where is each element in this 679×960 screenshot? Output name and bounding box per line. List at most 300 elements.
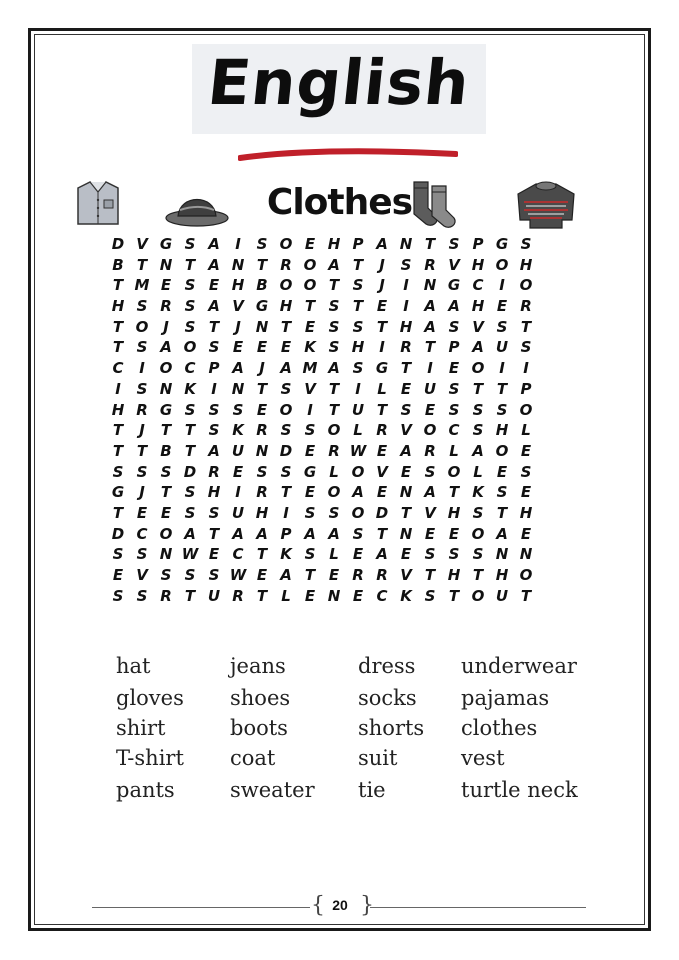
grid-letter: I xyxy=(523,359,529,378)
grid-letter: O xyxy=(471,359,485,378)
grid-letter: T xyxy=(208,317,220,336)
grid-letter: H xyxy=(279,297,293,316)
grid-letter: E xyxy=(304,483,316,502)
grid-letter: H xyxy=(447,566,461,584)
grid-letter: O xyxy=(327,421,341,440)
grid-letter: S xyxy=(304,421,316,440)
grid-letter: A xyxy=(376,545,388,564)
banner-title: English xyxy=(204,46,474,119)
grid-letter: O xyxy=(519,400,533,419)
grid-letter: A xyxy=(280,359,292,378)
grid-letter: A xyxy=(472,441,484,460)
word-list-item: jeans xyxy=(230,654,286,678)
grid-letter: S xyxy=(352,276,364,295)
grid-letter: E xyxy=(160,503,172,522)
grid-letter: S xyxy=(448,235,460,253)
grid-letter: M xyxy=(134,276,150,295)
grid-letter: C xyxy=(232,545,244,564)
grid-letter: R xyxy=(256,483,268,502)
grid-letter: N xyxy=(159,255,173,274)
grid-letter: C xyxy=(184,359,196,378)
grid-letter: T xyxy=(184,421,196,440)
grid-letter: A xyxy=(208,297,220,316)
grid-letter: P xyxy=(352,235,364,253)
grid-letter: W xyxy=(181,545,199,564)
grid-letter: S xyxy=(208,338,220,357)
grid-letter: N xyxy=(495,545,509,564)
grid-letter: I xyxy=(427,359,433,378)
grid-letter: A xyxy=(208,441,220,460)
grid-letter: S xyxy=(184,503,196,522)
grid-letter: S xyxy=(328,338,340,357)
grid-letter: N xyxy=(399,524,413,543)
word-list-item: tie xyxy=(358,778,386,802)
grid-letter: E xyxy=(328,566,340,584)
grid-letter: E xyxy=(232,338,244,357)
grid-letter: O xyxy=(495,255,509,274)
grid-letter: M xyxy=(302,359,318,378)
grid-letter: S xyxy=(160,566,172,584)
grid-letter: T xyxy=(136,441,148,460)
grid-letter: H xyxy=(471,255,485,274)
grid-letter: E xyxy=(136,503,148,522)
grid-letter: A xyxy=(400,441,412,460)
grid-letter: P xyxy=(280,524,292,543)
grid-letter: E xyxy=(256,400,268,419)
grid-letter: O xyxy=(351,462,365,481)
grid-letter: T xyxy=(424,566,436,584)
grid-letter: S xyxy=(472,421,484,440)
word-list-item: coat xyxy=(230,746,276,770)
grid-letter: G xyxy=(447,276,461,295)
grid-letter: E xyxy=(304,317,316,336)
grid-letter: E xyxy=(448,524,460,543)
grid-letter: H xyxy=(111,400,125,419)
grid-letter: T xyxy=(448,483,460,502)
word-list-item: pants xyxy=(116,778,175,802)
grid-letter: N xyxy=(231,255,245,274)
grid-letter: S xyxy=(184,317,196,336)
grid-letter: E xyxy=(496,462,508,481)
grid-letter: D xyxy=(111,524,125,543)
grid-letter: N xyxy=(255,441,269,460)
grid-letter: A xyxy=(184,524,196,543)
grid-letter: S xyxy=(424,462,436,481)
grid-letter: S xyxy=(160,462,172,481)
grid-letter: T xyxy=(184,255,196,274)
grid-letter: U xyxy=(423,379,437,398)
grid-letter: S xyxy=(472,503,484,522)
grid-letter: T xyxy=(328,379,340,398)
grid-letter: S xyxy=(136,338,148,357)
grid-letter: A xyxy=(280,566,292,584)
grid-row xyxy=(106,586,538,607)
grid-letter: T xyxy=(280,483,292,502)
grid-letter: A xyxy=(496,524,508,543)
grid-letter: P xyxy=(448,338,460,357)
grid-letter: S xyxy=(184,400,196,419)
grid-letter: R xyxy=(232,586,244,605)
grid-letter: I xyxy=(499,276,505,295)
grid-letter: H xyxy=(327,235,341,253)
grid-letter: T xyxy=(304,297,316,316)
grid-letter: A xyxy=(352,483,364,502)
grid-letter: C xyxy=(136,524,148,543)
grid-letter: T xyxy=(280,317,292,336)
grid-letter: S xyxy=(496,483,508,502)
grid-letter: S xyxy=(280,462,292,481)
grid-letter: T xyxy=(184,586,196,605)
grid-letter: G xyxy=(495,235,509,253)
grid-letter: O xyxy=(423,421,437,440)
grid-letter: I xyxy=(403,297,409,316)
grid-letter: E xyxy=(424,524,436,543)
grid-letter: D xyxy=(183,462,197,481)
grid-letter: A xyxy=(256,524,268,543)
grid-letter: E xyxy=(352,586,364,605)
grid-letter: S xyxy=(184,483,196,502)
grid-letter: R xyxy=(280,255,292,274)
grid-letter: S xyxy=(352,359,364,378)
grid-letter: O xyxy=(519,566,533,584)
grid-letter: U xyxy=(207,586,221,605)
grid-letter: E xyxy=(424,400,436,419)
grid-letter: C xyxy=(376,586,388,605)
grid-letter: A xyxy=(448,297,460,316)
grid-letter: H xyxy=(495,421,509,440)
grid-letter: S xyxy=(184,235,196,253)
brace-left-icon: { xyxy=(311,893,325,918)
grid-letter: G xyxy=(111,483,125,502)
title-banner xyxy=(192,44,486,134)
grid-letter: D xyxy=(375,503,389,522)
grid-letter: R xyxy=(328,441,340,460)
word-search-grid xyxy=(106,234,538,606)
grid-letter: S xyxy=(184,276,196,295)
grid-letter: S xyxy=(184,297,196,316)
word-list-item: shirt xyxy=(116,716,166,740)
grid-letter: A xyxy=(208,235,220,253)
grid-letter: T xyxy=(112,317,124,336)
grid-letter: T xyxy=(256,545,268,564)
grid-letter: E xyxy=(304,586,316,605)
grid-letter: S xyxy=(472,545,484,564)
grid-letter: S xyxy=(232,400,244,419)
grid-letter: S xyxy=(496,317,508,336)
grid-letter: O xyxy=(279,400,293,419)
grid-letter: G xyxy=(159,235,173,253)
grid-letter: A xyxy=(304,524,316,543)
grid-letter: K xyxy=(184,379,196,398)
grid-letter: L xyxy=(329,545,339,564)
grid-letter: S xyxy=(352,524,364,543)
grid-letter: T xyxy=(376,317,388,336)
grid-letter: A xyxy=(424,297,436,316)
grid-letter: O xyxy=(471,586,485,605)
grid-letter: H xyxy=(351,338,365,357)
grid-letter: L xyxy=(521,421,531,440)
grid-letter: S xyxy=(424,545,436,564)
grid-letter: S xyxy=(448,379,460,398)
grid-letter: N xyxy=(423,276,437,295)
red-underline-icon xyxy=(238,148,458,162)
grid-row xyxy=(106,255,538,276)
grid-letter: J xyxy=(235,317,241,336)
grid-letter: P xyxy=(520,379,532,398)
grid-letter: T xyxy=(160,483,172,502)
grid-letter: R xyxy=(160,586,172,605)
grid-letter: S xyxy=(448,400,460,419)
grid-letter: R xyxy=(376,421,388,440)
grid-letter: I xyxy=(283,503,289,522)
grid-letter: V xyxy=(304,379,316,398)
grid-letter: W xyxy=(349,441,367,460)
grid-letter: E xyxy=(520,483,532,502)
word-list-item: boots xyxy=(230,716,288,740)
grid-letter: N xyxy=(399,235,413,253)
grid-letter: T xyxy=(448,586,460,605)
grid-row xyxy=(106,420,538,441)
grid-letter: E xyxy=(376,483,388,502)
grid-letter: O xyxy=(495,441,509,460)
grid-letter: I xyxy=(235,483,241,502)
grid-letter: J xyxy=(163,317,169,336)
grid-letter: I xyxy=(307,400,313,419)
grid-letter: E xyxy=(496,297,508,316)
grid-letter: S xyxy=(304,503,316,522)
grid-letter: I xyxy=(355,379,361,398)
grid-letter: U xyxy=(351,400,365,419)
grid-letter: A xyxy=(232,524,244,543)
grid-letter: N xyxy=(399,483,413,502)
grid-letter: H xyxy=(471,297,485,316)
grid-row xyxy=(106,358,538,379)
grid-letter: O xyxy=(159,359,173,378)
grid-letter: G xyxy=(255,297,269,316)
grid-letter: T xyxy=(160,421,172,440)
grid-letter: S xyxy=(448,317,460,336)
grid-letter: N xyxy=(255,317,269,336)
grid-letter: O xyxy=(519,276,533,295)
grid-letter: S xyxy=(328,297,340,316)
grid-letter: T xyxy=(112,338,124,357)
grid-letter: H xyxy=(111,297,125,316)
grid-letter: H xyxy=(519,255,533,274)
grid-letter: H xyxy=(255,503,269,522)
grid-letter: S xyxy=(520,338,532,357)
grid-letter: D xyxy=(111,235,125,253)
grid-letter: O xyxy=(303,255,317,274)
grid-row xyxy=(106,524,538,545)
grid-letter: A xyxy=(232,359,244,378)
grid-letter: S xyxy=(520,462,532,481)
grid-letter: R xyxy=(424,441,436,460)
grid-letter: K xyxy=(280,545,292,564)
grid-row xyxy=(106,296,538,317)
grid-letter: T xyxy=(112,441,124,460)
grid-letter: E xyxy=(520,524,532,543)
grid-row xyxy=(106,441,538,462)
grid-letter: J xyxy=(259,359,265,378)
grid-letter: H xyxy=(519,503,533,522)
grid-letter: I xyxy=(499,359,505,378)
grid-letter: V xyxy=(232,297,244,316)
grid-letter: N xyxy=(327,586,341,605)
grid-letter: K xyxy=(232,421,244,440)
word-list-item: underwear xyxy=(461,654,577,678)
word-list-item: shorts xyxy=(358,716,425,740)
grid-row xyxy=(106,462,538,483)
grid-letter: H xyxy=(447,503,461,522)
grid-letter: S xyxy=(112,586,124,605)
word-list-item: clothes xyxy=(461,716,538,740)
grid-letter: L xyxy=(329,462,339,481)
grid-letter: T xyxy=(376,400,388,419)
grid-letter: E xyxy=(160,276,172,295)
grid-letter: T xyxy=(112,276,124,295)
grid-letter: T xyxy=(352,255,364,274)
grid-letter: O xyxy=(159,524,173,543)
grid-letter: T xyxy=(496,379,508,398)
grid-letter: T xyxy=(304,566,316,584)
grid-letter: I xyxy=(379,338,385,357)
grid-letter: O xyxy=(135,317,149,336)
grid-letter: L xyxy=(281,586,291,605)
grid-letter: A xyxy=(424,317,436,336)
grid-letter: J xyxy=(139,483,145,502)
grid-letter: A xyxy=(328,255,340,274)
grid-letter: E xyxy=(208,545,220,564)
grid-letter: T xyxy=(496,503,508,522)
grid-letter: K xyxy=(304,338,316,357)
grid-letter: R xyxy=(400,338,412,357)
footer-divider-right xyxy=(370,907,586,908)
grid-letter: T xyxy=(424,338,436,357)
grid-letter: S xyxy=(472,400,484,419)
grid-row xyxy=(106,337,538,358)
word-list-item: shoes xyxy=(230,686,291,710)
grid-letter: H xyxy=(231,276,245,295)
grid-letter: S xyxy=(448,545,460,564)
grid-letter: A xyxy=(328,524,340,543)
grid-letter: S xyxy=(400,400,412,419)
grid-letter: N xyxy=(159,545,173,564)
grid-letter: W xyxy=(229,566,247,584)
brace-right-icon: } xyxy=(360,893,374,918)
grid-letter: A xyxy=(160,338,172,357)
grid-letter: J xyxy=(379,276,385,295)
grid-row xyxy=(106,317,538,338)
word-list-item: turtle neck xyxy=(461,778,578,802)
grid-letter: S xyxy=(256,462,268,481)
grid-letter: O xyxy=(471,524,485,543)
grid-letter: V xyxy=(448,255,460,274)
grid-letter: S xyxy=(280,421,292,440)
grid-letter: I xyxy=(115,379,121,398)
grid-letter: S xyxy=(424,586,436,605)
grid-letter: E xyxy=(304,235,316,253)
grid-letter: I xyxy=(235,235,241,253)
grid-letter: E xyxy=(376,297,388,316)
grid-letter: G xyxy=(375,359,389,378)
grid-letter: S xyxy=(208,503,220,522)
grid-letter: E xyxy=(400,545,412,564)
grid-letter: E xyxy=(304,441,316,460)
grid-letter: S xyxy=(136,545,148,564)
grid-letter: G xyxy=(159,400,173,419)
grid-letter: G xyxy=(303,462,317,481)
grid-letter: R xyxy=(256,421,268,440)
grid-letter: T xyxy=(256,379,268,398)
grid-letter: E xyxy=(112,566,124,584)
grid-row xyxy=(106,400,538,421)
grid-letter: O xyxy=(279,235,293,253)
grid-letter: S xyxy=(400,255,412,274)
grid-letter: O xyxy=(447,462,461,481)
grid-letter: L xyxy=(353,421,363,440)
grid-letter: S xyxy=(136,379,148,398)
grid-letter: B xyxy=(112,255,124,274)
grid-letter: S xyxy=(208,421,220,440)
word-list-item: suit xyxy=(358,746,398,770)
grid-letter: S xyxy=(256,235,268,253)
grid-letter: T xyxy=(328,276,340,295)
grid-letter: T xyxy=(112,421,124,440)
grid-letter: T xyxy=(376,524,388,543)
grid-letter: T xyxy=(184,441,196,460)
grid-letter: V xyxy=(136,566,148,584)
grid-letter: T xyxy=(400,359,412,378)
grid-letter: T xyxy=(424,235,436,253)
grid-letter: E xyxy=(520,441,532,460)
grid-row xyxy=(106,503,538,524)
grid-letter: S xyxy=(184,566,196,584)
grid-letter: S xyxy=(496,400,508,419)
grid-letter: T xyxy=(520,586,532,605)
grid-letter: N xyxy=(519,545,533,564)
grid-letter: U xyxy=(231,503,245,522)
grid-row xyxy=(106,544,538,565)
grid-letter: E xyxy=(280,338,292,357)
grid-letter: V xyxy=(400,421,412,440)
grid-letter: R xyxy=(424,255,436,274)
grid-letter: E xyxy=(208,276,220,295)
grid-letter: E xyxy=(400,379,412,398)
grid-letter: R xyxy=(352,566,364,584)
grid-letter: T xyxy=(208,524,220,543)
grid-letter: P xyxy=(472,235,484,253)
grid-letter: P xyxy=(208,359,220,378)
grid-row xyxy=(106,379,538,400)
grid-letter: S xyxy=(280,379,292,398)
grid-letter: I xyxy=(403,276,409,295)
word-list-item: sweater xyxy=(230,778,315,802)
grid-letter: S xyxy=(520,235,532,253)
grid-letter: L xyxy=(449,441,459,460)
grid-letter: R xyxy=(208,462,220,481)
grid-letter: A xyxy=(472,338,484,357)
grid-letter: U xyxy=(495,338,509,357)
grid-letter: R xyxy=(160,297,172,316)
grid-letter: S xyxy=(328,503,340,522)
grid-letter: T xyxy=(328,400,340,419)
word-list-item: T-shirt xyxy=(116,746,184,770)
grid-letter: K xyxy=(400,586,412,605)
grid-letter: E xyxy=(256,566,268,584)
grid-row xyxy=(106,275,538,296)
grid-letter: L xyxy=(473,462,483,481)
grid-letter: V xyxy=(400,566,412,584)
